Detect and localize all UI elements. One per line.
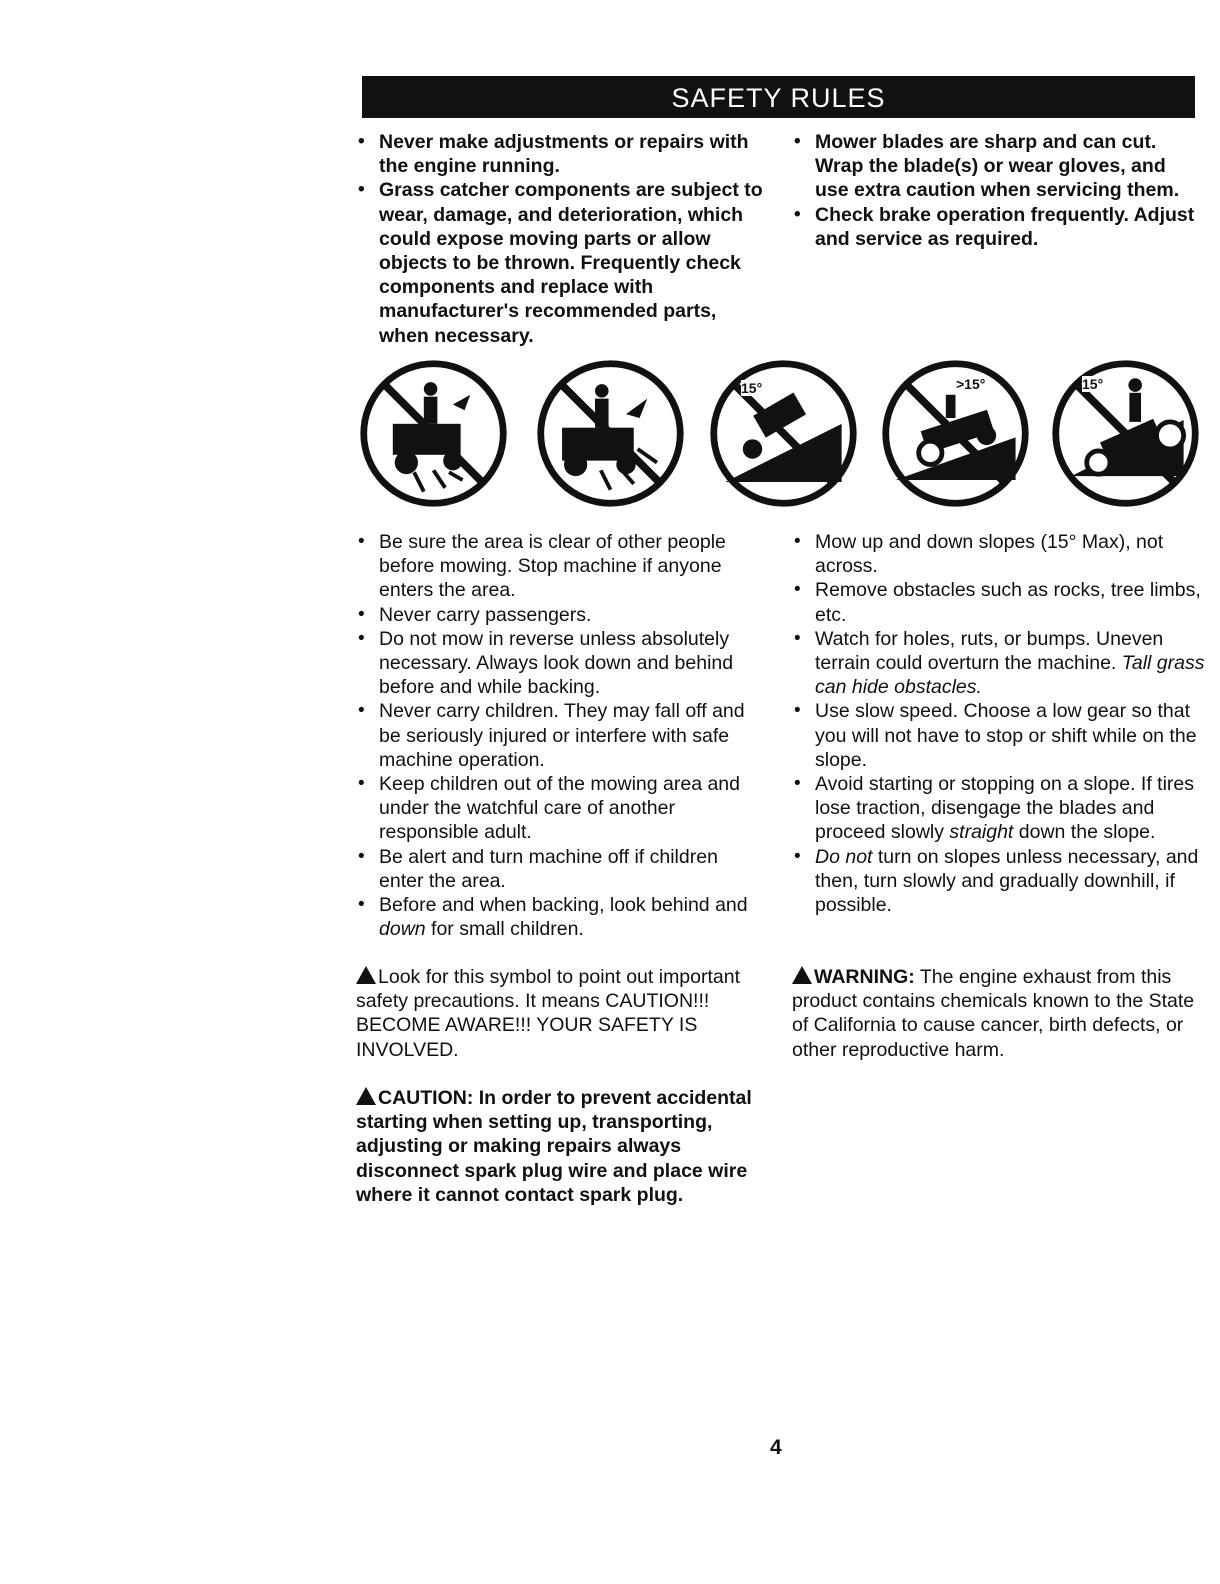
list-item (792, 845, 1208, 918)
emphasis: Tall grass can hide obstacles. (815, 652, 1205, 699)
warning-text: The engine exhaust from this product contains chemicals known to the State of California to cause cancer, birth defects, or other reproductive harm. (792, 966, 1195, 1061)
emphasis: straight (949, 821, 1014, 844)
slope-label-15-b: 15° (1082, 376, 1104, 392)
text-run: Avoid starting or stopping on a slope. If tires lose traction, disengage the blades and proceed slowly (815, 773, 1195, 844)
list-item: • Keep children out of the mowing area and under the watchful care of another responsible adult. (356, 772, 766, 845)
list-item: • Never make adjustments or repairs with the engine running. (356, 130, 766, 178)
list-item: • Be alert and turn machine off if children enter the area. (356, 845, 766, 893)
warning-label: WARNING: (814, 966, 915, 988)
slope-label-15: 15° (741, 380, 763, 396)
section-title: SAFETY RULES (362, 76, 1195, 118)
emphasis: down (379, 918, 426, 941)
bottom-right-column (792, 530, 1208, 917)
list-item: • Remove obstacles such as rocks, tree limbs, etc. (792, 578, 1208, 626)
emphasis: Do not (815, 845, 873, 868)
text-run: turn on slopes unless necessary, and then, turn slowly and gradually downhill, if possible. (815, 845, 1199, 917)
top-left-column (356, 130, 766, 348)
caution-label: CAUTION: (378, 1087, 474, 1109)
list-item: • Mower blades are sharp and can cut. Wrap the blade(s) or wear gloves, and use extra caution when servicing them. (792, 130, 1202, 203)
list-item: • Use slow speed. Choose a low gear so that you will not have to stop or shift while on the slope. (792, 699, 1208, 772)
no-people-near-mower-icon (356, 356, 511, 511)
text-run: for small children. (425, 918, 584, 941)
list-item (356, 893, 766, 941)
list-item: • Be sure the area is clear of other people before mowing. Stop machine if anyone enters the area. (356, 530, 766, 603)
caution-notice (356, 1086, 766, 1207)
warning-triangle-icon (356, 1087, 376, 1105)
warning-triangle-icon (356, 966, 376, 984)
symbol-note-text: Look for this symbol to point out important safety precautions. It means CAUTION!!! BECOME AWARE!!! YOUR SAFETY IS INVOLVED. (356, 966, 741, 1061)
top-right-column (792, 130, 1202, 251)
list-item: • Grass catcher components are subject to wear, damage, and deterioration, which could expose moving parts or allow objects to be thrown. Frequently check components and replace with manufacturer's recommended parts, when necessary. (356, 178, 766, 347)
no-passengers-icon (533, 356, 688, 511)
list-item: • Do not mow in reverse unless absolutely necessary. Always look down and behind before and while backing. (356, 627, 766, 700)
text-run: Watch for holes, ruts, or bumps. Uneven terrain could overturn the machine. (815, 627, 1164, 675)
text-run: Before and when backing, look behind and (379, 894, 748, 917)
page-number: 4 (770, 1436, 782, 1459)
list-item (792, 772, 1208, 845)
list-item: • Check brake operation frequently. Adjust and service as required. (792, 203, 1202, 251)
no-tipping-on-slope-icon (706, 356, 861, 511)
slope-label-gt15: >15° (956, 376, 986, 392)
caution-text: In order to prevent accidental starting when setting up, transporting, adjusting or making repairs always disconnect spark plug wire and place wire where it cannot contact spark plug. (356, 1087, 752, 1206)
safety-icons-row (356, 356, 1201, 516)
symbol-note (356, 965, 766, 1062)
list-item: • Never carry passengers. (356, 603, 766, 627)
no-mowing-across-slope-icon (1048, 356, 1203, 511)
list-item: • Mow up and down slopes (15° Max), not across. (792, 530, 1208, 578)
text-run: down the slope. (1013, 821, 1156, 844)
bottom-left-column (356, 530, 766, 941)
list-item (792, 627, 1208, 700)
warning-notice (792, 965, 1202, 1062)
list-item: • Never carry children. They may fall off and be seriously injured or interfere with safe machine operation. (356, 699, 766, 772)
warning-triangle-icon (792, 966, 812, 984)
